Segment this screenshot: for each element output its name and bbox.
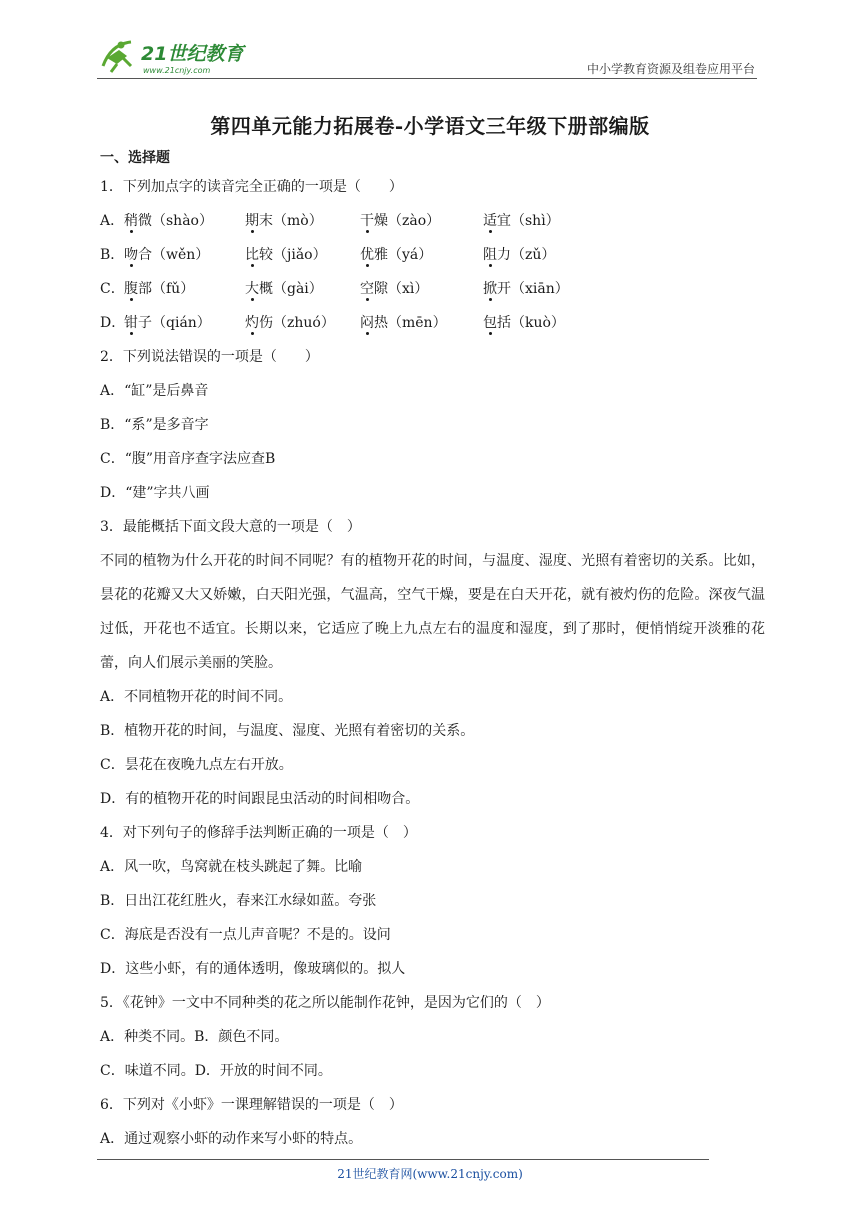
dotted-character: 吻 <box>124 247 138 263</box>
option-word-rest: 宜（shì） <box>497 213 560 229</box>
question-1-option-row <box>100 272 765 306</box>
option-word <box>245 238 327 272</box>
question-1-option-row <box>100 306 765 340</box>
question-1-stem: 1．下列加点字的读音完全正确的一项是（ ） <box>100 179 403 195</box>
option-word <box>360 238 432 272</box>
question-6-option: A．通过观察小虾的动作来写小虾的特点。 <box>100 1131 363 1147</box>
option-word <box>483 204 560 238</box>
exam-content <box>100 146 765 1156</box>
option-word <box>124 238 209 272</box>
option-word-rest: 隙（xì） <box>374 281 429 297</box>
option-word-rest: 开（xiān） <box>497 281 569 297</box>
question-1-option-row <box>100 204 765 238</box>
option-word <box>245 272 323 306</box>
question-4-option: B．日出江花红胜火，春来江水绿如蓝。夸张 <box>100 893 377 909</box>
dotted-character: 包 <box>483 315 497 331</box>
dotted-character: 期 <box>245 213 259 229</box>
question-5-stem: 5．《花钟》一文中不同种类的花之所以能制作花钟，是因为它们的（ ） <box>100 995 550 1011</box>
dotted-character: 腹 <box>124 281 138 297</box>
question-1-option-row <box>100 238 765 272</box>
option-word <box>483 238 555 272</box>
page-header <box>97 36 757 78</box>
dotted-character: 适 <box>483 213 497 229</box>
option-word <box>483 306 565 340</box>
option-word <box>245 204 323 238</box>
option-word-rest: 合（wěn） <box>138 247 210 263</box>
footer-divider <box>97 1159 709 1160</box>
dotted-character: 灼 <box>245 315 259 331</box>
question-4-option: D．这些小虾，有的通体透明，像玻璃似的。拟人 <box>100 961 406 977</box>
question-2-stem: 2．下列说法错误的一项是（ ） <box>100 349 319 365</box>
option-letter: B． <box>100 247 125 263</box>
question-4-option: A．风一吹，鸟窝就在枝头跳起了舞。比喻 <box>100 859 363 875</box>
option-word-rest: 部（fǔ） <box>138 281 195 297</box>
option-word <box>245 306 335 340</box>
option-word <box>360 306 447 340</box>
question-1-options <box>100 204 765 340</box>
option-word <box>124 306 211 340</box>
page-title: 第四单元能力拓展卷-小学语文三年级下册部编版 <box>210 114 650 138</box>
dotted-character: 钳 <box>124 315 138 331</box>
option-letter: A． <box>100 213 125 229</box>
question-3-passage: 不同的植物为什么开花的时间不同呢？有的植物开花的时间，与温度、湿度、光照有着密切的关系。比如，昙花的花瓣又大又娇嫩，白天阳光强，气温高，空气干燥，要是在白天开花，就有被灼伤的危险。深夜气温过低，开花也不适宜。长期以来，它适应了晚上九点左右的温度和湿度，到了那时，便悄悄绽开淡雅的花蕾，向人们展示美丽的笑脸。 <box>100 553 765 671</box>
dotted-character: 阻 <box>483 247 497 263</box>
question-3-stem: 3．最能概括下面文段大意的一项是（ ） <box>100 519 361 535</box>
option-word-rest: 微（shào） <box>138 213 213 229</box>
dotted-character: 大 <box>245 281 259 297</box>
option-letter: D． <box>100 315 126 331</box>
header-divider <box>97 78 757 79</box>
option-word <box>124 204 213 238</box>
question-4-stem: 4．对下列句子的修辞手法判断正确的一项是（ ） <box>100 825 417 841</box>
question-2-option: D．“建”字共八画 <box>100 485 210 501</box>
option-word <box>360 272 428 306</box>
option-word-rest: 伤（zhuó） <box>259 315 335 331</box>
section-heading: 一、选择题 <box>100 150 170 166</box>
question-2-option: B．“系”是多音字 <box>100 417 209 433</box>
footer-link[interactable]: 21世纪教育网(www.21cnjy.com) <box>337 1167 523 1181</box>
question-3-option: A．不同植物开花的时间不同。 <box>100 689 293 705</box>
question-5-option: C．味道不同。D．开放的时间不同。 <box>100 1063 332 1079</box>
option-word-rest: 括（kuò） <box>497 315 565 331</box>
question-2-option: C．“腹”用音序查字法应查B <box>100 451 276 467</box>
dotted-character: 闷 <box>360 315 374 331</box>
svg-text:21世纪教育: 21世纪教育 <box>141 43 244 65</box>
option-word-rest: 力（zǔ） <box>497 247 556 263</box>
question-3-option: D．有的植物开花的时间跟昆虫活动的时间相吻合。 <box>100 791 420 807</box>
option-word-rest: 概（gài） <box>259 281 323 297</box>
question-3-option: B．植物开花的时间，与温度、湿度、光照有着密切的关系。 <box>100 723 475 739</box>
option-word-rest: 雅（yá） <box>374 247 433 263</box>
question-4-option: C．海底是否没有一点儿声音呢？不是的。设问 <box>100 927 391 943</box>
dotted-character: 掀 <box>483 281 497 297</box>
option-word <box>483 272 569 306</box>
option-word <box>124 272 194 306</box>
dotted-character: 稍 <box>124 213 138 229</box>
option-word-rest: 热（mēn） <box>374 315 447 331</box>
question-5-option: A．种类不同。B．颜色不同。 <box>100 1029 289 1045</box>
dotted-character: 优 <box>360 247 374 263</box>
question-6-stem: 6．下列对《小虾》一课理解错误的一项是（ ） <box>100 1097 403 1113</box>
platform-name: 中小学教育资源及组卷应用平台 <box>586 62 755 76</box>
question-2-option: A．“缸”是后鼻音 <box>100 383 209 399</box>
option-word-rest: 子（qián） <box>138 315 211 331</box>
svg-text:www.21cnjy.com: www.21cnjy.com <box>143 66 211 75</box>
question-3-option: C．昙花在夜晚九点左右开放。 <box>100 757 293 773</box>
dotted-character: 空 <box>360 281 374 297</box>
option-word <box>360 204 440 238</box>
option-word-rest: 燥（zào） <box>374 213 441 229</box>
dotted-character: 干 <box>360 213 374 229</box>
site-logo <box>97 36 267 76</box>
option-letter: C． <box>100 281 125 297</box>
option-word-rest: 末（mò） <box>259 213 323 229</box>
dotted-character: 比 <box>245 247 259 263</box>
option-word-rest: 较（jiǎo） <box>259 247 327 263</box>
